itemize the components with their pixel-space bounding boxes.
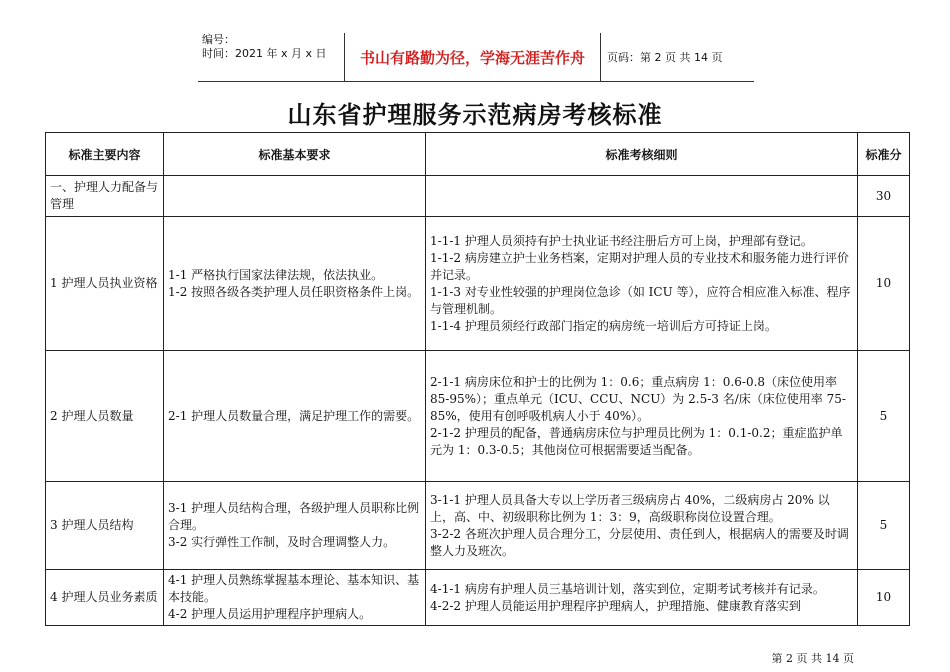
req-cell bbox=[164, 351, 426, 482]
req-item: 3-2 实行弹性工作制，及时合理调整人力。 bbox=[168, 535, 396, 549]
req-item: 3-1 护理人员结构合理，各级护理人员职称比例合理。 bbox=[168, 501, 420, 532]
std-cell: 3 护理人员结构 bbox=[46, 482, 164, 570]
score-cell: 5 bbox=[858, 482, 910, 570]
std-cell: 2 护理人员数量 bbox=[46, 351, 164, 482]
det-cell bbox=[426, 217, 858, 351]
header-score: 标准分 bbox=[858, 133, 910, 176]
det-item: 1-1-4 护理员须经行政部门指定的病房统一培训后方可持证上岗。 bbox=[430, 318, 777, 333]
det-item: 1-1-3 对专业性较强的护理岗位急诊（如 ICU 等），应符合相应准入标准、程序与管理机制。 bbox=[430, 284, 851, 316]
det-cell bbox=[426, 570, 858, 626]
page-header bbox=[198, 33, 754, 82]
score-cell: 30 bbox=[858, 176, 910, 217]
req-item: 1-1 严格执行国家法律法规，依法执业。 bbox=[168, 267, 384, 282]
req-cell bbox=[164, 482, 426, 570]
det-cell bbox=[426, 482, 858, 570]
table-row bbox=[46, 217, 910, 351]
empty-cell bbox=[426, 176, 858, 217]
header-meta bbox=[198, 33, 345, 81]
det-item: 3-1-1 护理人员具备大专以上学历者三级病房占 40%，二级病房占 20% 以上，高、中、初级职称比例为 1：3：9，高级职称岗位设置合理。 bbox=[430, 492, 830, 524]
doc-number-label: 编号： bbox=[202, 33, 235, 46]
req-item: 1-2 按照各级各类护理人员任职资格条件上岗。 bbox=[168, 284, 420, 299]
header-req: 标准基本要求 bbox=[164, 133, 426, 176]
page-footer: 第 2 页 共 14 页 bbox=[771, 652, 854, 665]
table-header-row bbox=[46, 133, 910, 176]
req-item: 4-2 护理人员运用护理程序护理病人。 bbox=[168, 607, 372, 621]
score-cell: 10 bbox=[858, 570, 910, 626]
table-row bbox=[46, 176, 910, 217]
req-item: 4-1 护理人员熟练掌握基本理论、基本知识、基本技能。 bbox=[168, 573, 420, 604]
table-row bbox=[46, 351, 910, 482]
standards-table bbox=[45, 132, 910, 626]
det-cell bbox=[426, 351, 858, 482]
empty-cell bbox=[164, 176, 426, 217]
det-item: 1-1-1 护理人员须持有护士执业证书经注册后方可上岗，护理部有登记。 bbox=[430, 233, 813, 248]
req-item: 2-1 护理人员数量合理，满足护理工作的需要。 bbox=[168, 408, 420, 423]
section-heading: 一、护理人力配备与管理 bbox=[46, 176, 164, 217]
table-row bbox=[46, 570, 910, 626]
table-row bbox=[46, 482, 910, 570]
score-cell: 5 bbox=[858, 351, 910, 482]
det-item: 2-1-2 护理员的配备，普通病房床位与护理员比例为 1：0.1-0.2；重症监护单元为 1：0.3-0.5；其他岗位可根据需要适当配备。 bbox=[430, 425, 843, 457]
det-item: 4-2-2 护理人员能运用护理程序护理病人，护理措施、健康教育落实到 bbox=[430, 598, 801, 613]
det-item: 1-1-2 病房建立护士业务档案，定期对护理人员的专业技术和服务能力进行评价并记录。 bbox=[430, 250, 849, 282]
motto-text: 书山有路勤为径，学海无涯苦作舟 bbox=[345, 33, 601, 81]
page-indicator: 页码：第 2 页 共 14 页 bbox=[607, 51, 723, 64]
header-std: 标准主要内容 bbox=[46, 133, 164, 176]
std-cell: 4 护理人员业务素质 bbox=[46, 570, 164, 626]
score-cell: 10 bbox=[858, 217, 910, 351]
det-item: 4-1-1 病房有护理人员三基培训计划，落实到位，定期考试考核并有记录。 bbox=[430, 581, 825, 596]
date-label: 时间：2021 年 x 月 x 日 bbox=[202, 47, 327, 60]
det-item: 3-2-2 各班次护理人员合理分工，分层使用、责任到人，根据病人的需要及时调整人力及班次。 bbox=[430, 526, 849, 558]
req-cell bbox=[164, 217, 426, 351]
document-title: 山东省护理服务示范病房考核标准 bbox=[287, 100, 663, 129]
header-det: 标准考核细则 bbox=[426, 133, 858, 176]
req-cell bbox=[164, 570, 426, 626]
det-item: 2-1-1 病房床位和护士的比例为 1：0.6；重点病房 1：0.6-0.8（床位使用率 85-95%）；重点单元（ICU、CCU、NCU）为 2.5-3 名/床（床位使用率 75-85%，使用有创呼吸机病人小于 40%）。 bbox=[430, 374, 846, 423]
std-cell: 1 护理人员执业资格 bbox=[46, 217, 164, 351]
